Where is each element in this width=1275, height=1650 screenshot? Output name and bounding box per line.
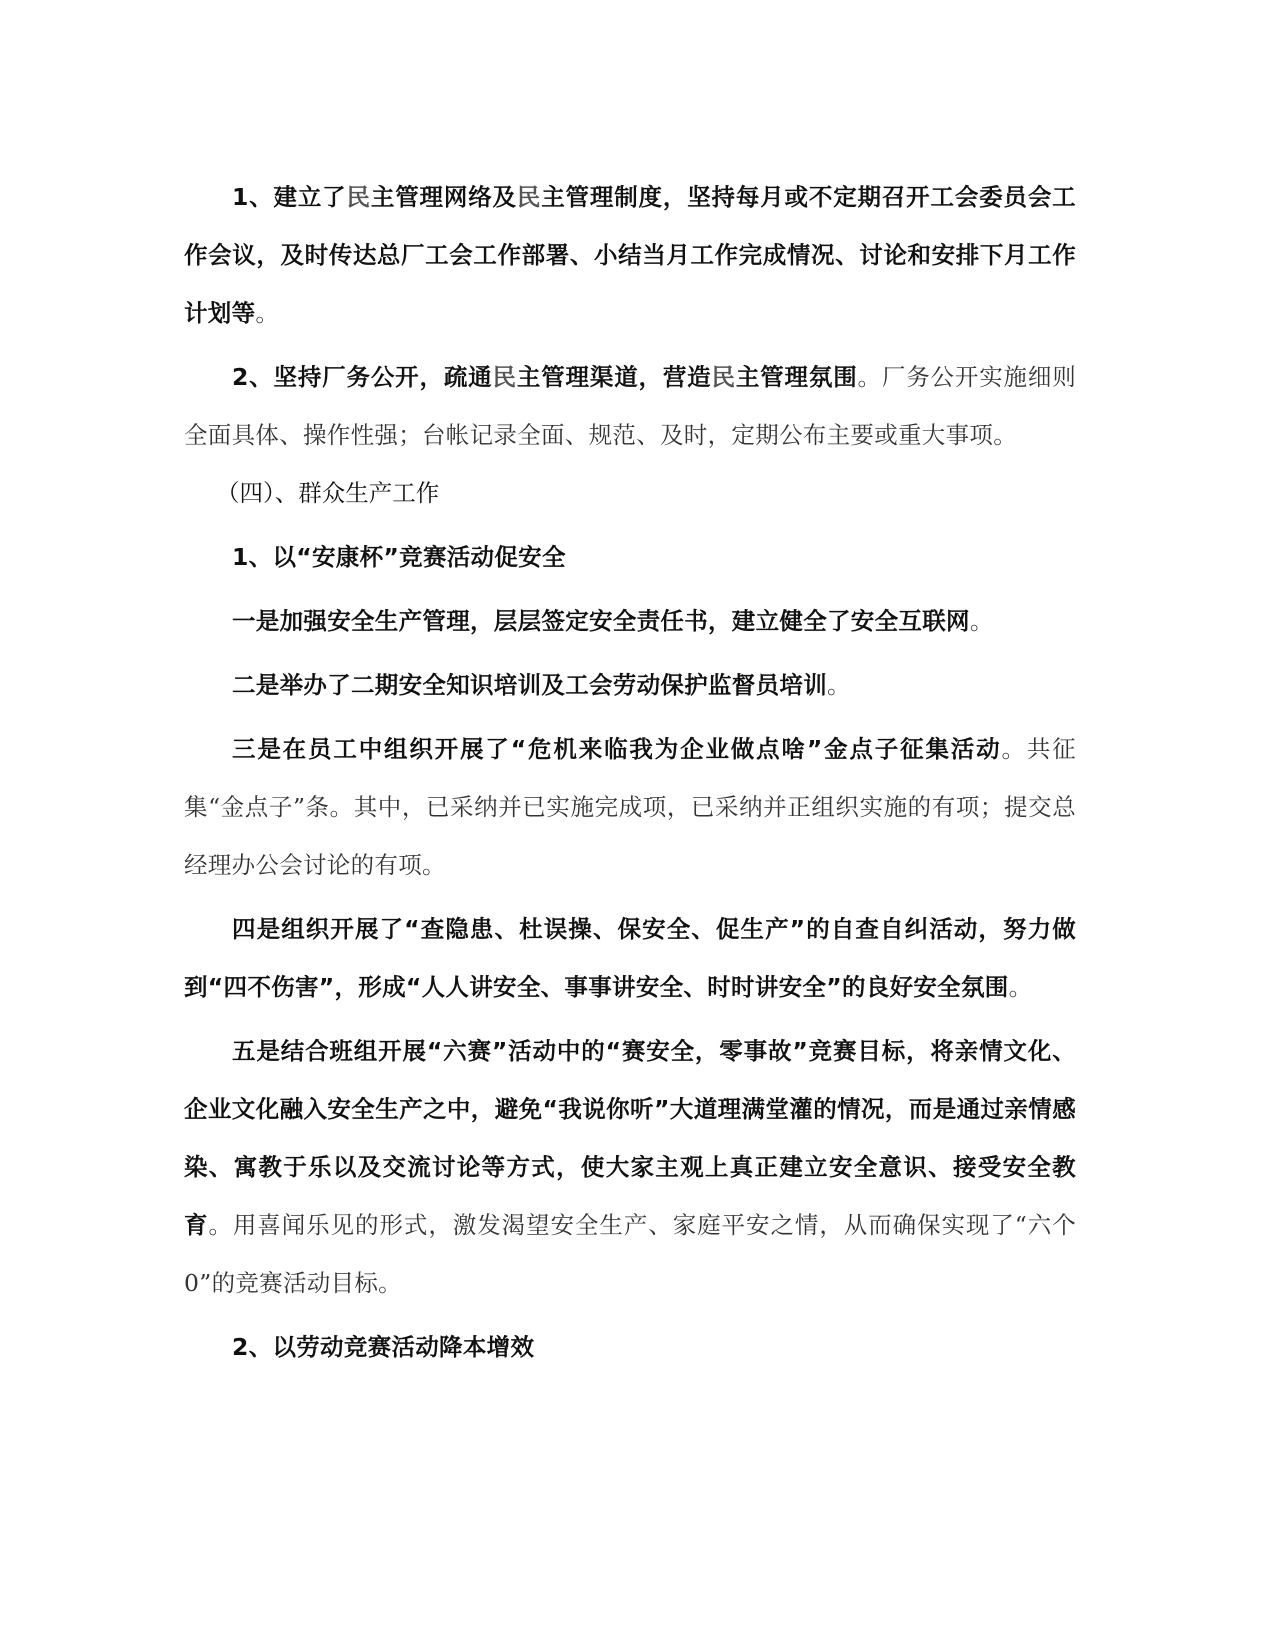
section-heading-text: （四）、群众生产工作 <box>216 479 440 507</box>
text-segment: 民 <box>711 363 736 391</box>
text-segment: 民 <box>516 183 542 211</box>
paragraph-point-four <box>184 900 1076 1016</box>
text-segment: 民 <box>346 183 371 211</box>
paragraph-point-one <box>184 592 1076 650</box>
text-segment: 2、坚持厂务公开，疏通 <box>232 363 493 391</box>
text-segment: 。 <box>827 671 851 699</box>
text-segment: 。 <box>969 607 994 635</box>
text-segment: 。厂务公开实施细则全面具体、操作性强；台帐记录全面、规范、及时，定期公布主要或重大事项。 <box>184 363 1077 449</box>
paragraph-point-three <box>184 720 1076 894</box>
text-segment: 。 <box>1008 973 1033 1001</box>
text-segment: 1、建立了 <box>232 183 347 211</box>
text-segment: 1、以“安康杯”竞赛活动促安全 <box>232 543 566 571</box>
paragraph-factory-affairs-public <box>184 348 1076 464</box>
text-segment: 主管理渠道，营造 <box>516 363 712 391</box>
text-segment: 四是组织开展了“查隐患、杜误操、保安全、促生产”的自查自纠活动，努力做到“四不伤害”，形成“人人讲安全、事事讲安全、时时讲安全”的良好安全氛围 <box>184 915 1076 1001</box>
paragraph-democratic-management-network <box>184 168 1076 342</box>
text-segment: 主管理网络及 <box>370 183 517 211</box>
text-segment: 主管理氛围 <box>735 363 858 391</box>
text-segment: 。用喜闻乐见的形式，激发渴望安全生产、家庭平安之情，从而确保实现了“六个0”的竞赛活动目标。 <box>184 1211 1076 1297</box>
text-segment: 民 <box>492 363 517 391</box>
text-segment: 2、以劳动竞赛活动降本增效 <box>232 1333 535 1361</box>
text-segment: 三是在员工中组织开展了“危机来临我为企业做点啥”金点子征集活动 <box>232 735 1002 763</box>
document-body <box>184 168 1076 1376</box>
text-segment: 。共征集“金点子”条。其中，已采纳并已实施完成项，已采纳并正组织实施的有项；提交总经理办公会讨论的有项。 <box>184 735 1076 879</box>
item-heading-labor-competition <box>184 1318 1076 1376</box>
text-segment: 二是举办了二期安全知识培训及工会劳动保护监督员培训 <box>232 671 827 699</box>
text-segment: 一是加强安全生产管理，层层签定安全责任书，建立健全了安全互联网 <box>232 607 970 635</box>
section-heading-mass-production <box>184 464 1076 522</box>
paragraph-point-two <box>184 656 1076 714</box>
text-segment: 五是结合班组开展“六赛”活动中的“赛安全，零事故”竞赛目标，将亲情文化、企业文化融入安全生产之中，避免“我说你听”大道理满堂灌的情况，而是通过亲情感染、寓教于乐以及交流讨论等方式，使大家主观上真正建立安全意识、接受安全教育 <box>184 1037 1076 1239</box>
text-segment: 主管理制度，坚持每月或不定期召开工会委员会工作会议，及时传达总厂工会工作部署、小结当月工作完成情况、讨论和安排下月工作计划等 <box>184 183 1076 327</box>
paragraph-point-five <box>184 1022 1076 1312</box>
text-segment: 。 <box>255 299 280 327</box>
item-heading-ankang-cup <box>184 528 1076 586</box>
